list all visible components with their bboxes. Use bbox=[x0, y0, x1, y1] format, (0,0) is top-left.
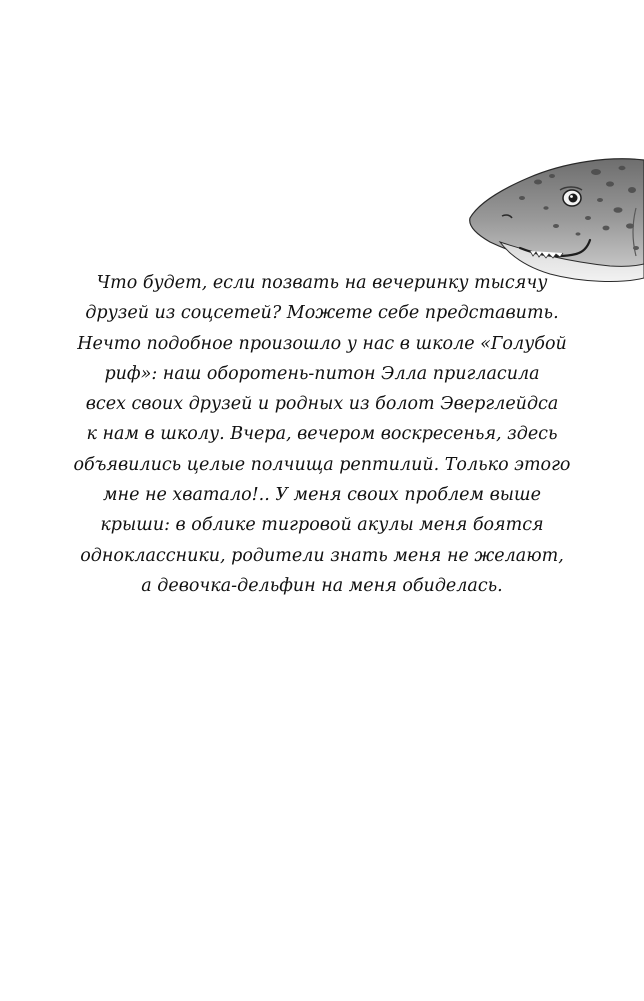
back-cover-blurb bbox=[70, 268, 574, 601]
tiger-shark-illustration bbox=[460, 138, 644, 288]
blurb-line: риф»: наш оборотень-питон Элла пригласила bbox=[104, 363, 540, 384]
blurb-line: одноклассники, родители знать меня не желают, bbox=[80, 545, 564, 566]
blurb-line: к нам в школу. Вчера, вечером воскресенья, здесь bbox=[86, 424, 558, 445]
blurb-line: всех своих друзей и родных из болот Эверглейдса bbox=[85, 394, 559, 415]
blurb-line: Нечто подобное произошло у нас в школе «Голубой bbox=[77, 333, 567, 354]
blurb-line: а девочка-дельфин на меня обиделась. bbox=[141, 575, 503, 596]
blurb-line: друзей из соцсетей? Можете себе представить. bbox=[85, 303, 559, 324]
blurb-line: объявились целые полчища рептилий. Только этого bbox=[73, 454, 571, 475]
blurb-line: Что будет, если позвать на вечеринку тысячу bbox=[96, 273, 548, 293]
blurb-line: мне не хватало!.. У меня своих проблем выше bbox=[103, 485, 541, 506]
blurb-line: крыши: в облике тигровой акулы меня боятся bbox=[100, 515, 544, 536]
